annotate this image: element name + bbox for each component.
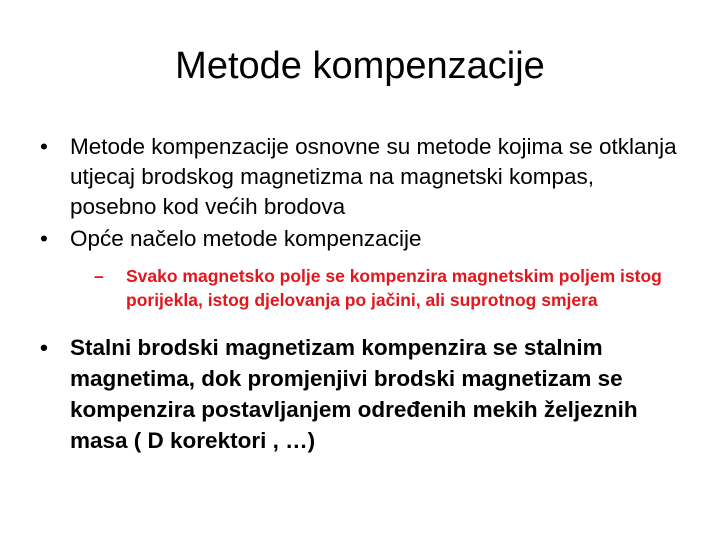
bullet-marker: • [40, 134, 48, 159]
bullet-text: Metode kompenzacije osnovne su metode kojima se otklanja utjecaj brodskog magnetizma na magnetski kompas, posebno kod većih brodova [70, 134, 677, 219]
slide-content [36, 132, 686, 458]
bullet-text: Stalni brodski magnetizam kompenzira se stalnim magnetima, dok promjenjivi brodski magnetizam se kompenzira postavljanjem određenih mekih željeznih masa ( D korektori , …) [70, 335, 638, 453]
bullet-item [36, 332, 686, 456]
bullet-marker: • [40, 335, 48, 360]
bullet-marker: • [40, 226, 48, 251]
bullet-item [36, 224, 686, 254]
sub-bullet-marker: – [94, 266, 104, 286]
bullet-text: Opće načelo metode kompenzacije [70, 226, 422, 251]
sub-bullet-text: Svako magnetsko polje se kompenzira magnetskim poljem istog porijekla, istog djelovanja po jačini, ali suprotnog smjera [126, 266, 662, 310]
slide-title: Metode kompenzacije [175, 45, 545, 87]
bullet-item [36, 132, 686, 222]
sub-bullet-item [94, 264, 686, 312]
